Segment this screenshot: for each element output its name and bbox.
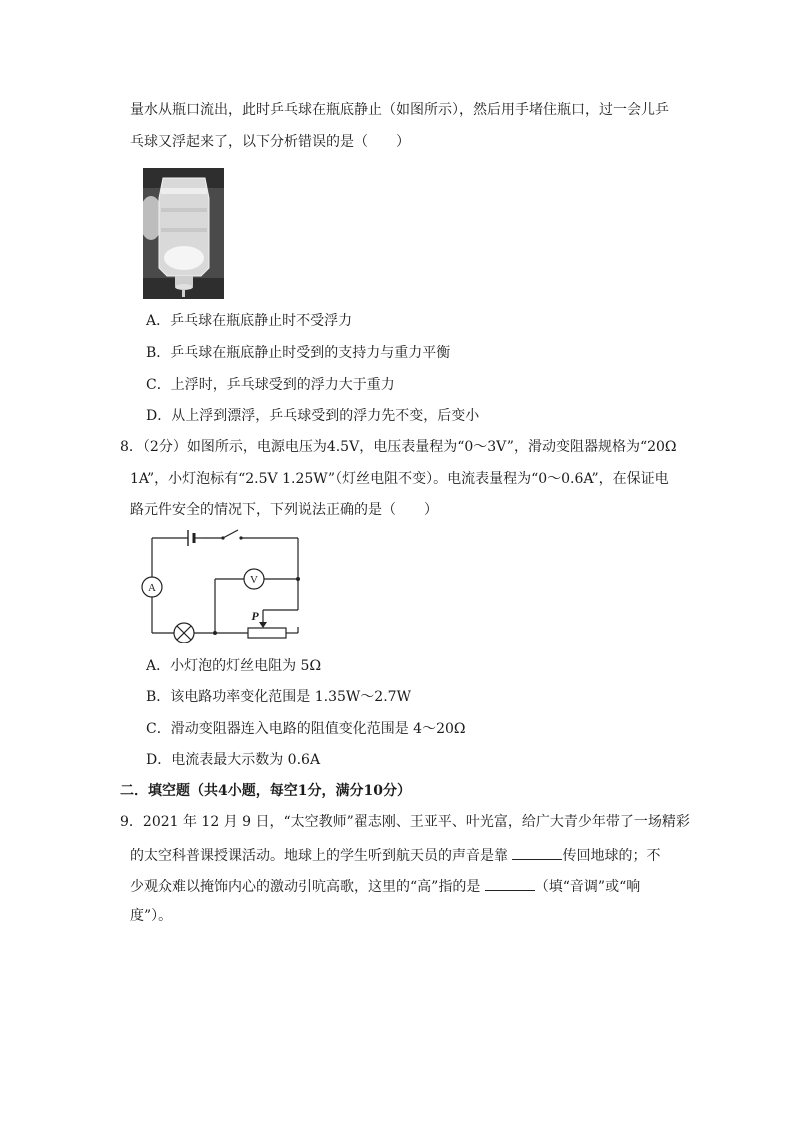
ammeter-label: A: [148, 582, 156, 594]
q9-line3-text: 少观众难以掩饰内心的激动引吭高歌，这里的“高”指的是: [130, 879, 485, 895]
rheostat-icon: [248, 609, 286, 638]
q8-option-d: D．电流表最大示数为 0.6A: [146, 752, 321, 768]
q8-option-b: B．该电路功率变化范围是 1.35W～2.7W: [146, 689, 411, 705]
answer-blank-1[interactable]: [512, 845, 562, 860]
q9-line4: 度”）。: [130, 908, 173, 924]
q8-option-c: C．滑动变阻器连入电路的阻值变化范围是 4～20Ω: [146, 721, 466, 737]
q9-line3: [130, 876, 640, 896]
q9-line2: [130, 845, 660, 865]
answer-blank-2[interactable]: [485, 876, 535, 891]
slider-label: P: [251, 609, 259, 623]
switch-icon: [221, 530, 242, 540]
voltmeter-icon: [244, 569, 264, 589]
q8-option-a: A．小灯泡的灯丝电阻为 5Ω: [146, 658, 322, 674]
section-title: 二．填空题（共4小题，每空1分，满分10分）: [120, 783, 411, 799]
q8-stem-line1: 8．（2分）如图所示，电源电压为4.5V，电压表量程为“0～3V”，滑动变阻器规格为“20Ω: [120, 439, 677, 455]
junction-dot: [213, 631, 217, 635]
circuit-diagram: [138, 527, 308, 643]
q7-option-a: A．乒乓球在瓶底静止时不受浮力: [146, 313, 353, 329]
q7-option-d: D．从上浮到漂浮，乒乓球受到的浮力先不变，后变小: [146, 408, 480, 424]
q7-stem-line2: 乓球又浮起来了，以下分析错误的是（ ）: [130, 134, 410, 150]
q7-stem-line1: 量水从瓶口流出，此时乒乓球在瓶底静止（如图所示），然后用手堵住瓶口，过一会儿乒: [130, 102, 669, 118]
lamp-icon: [174, 623, 194, 643]
ping-pong-ball: [164, 246, 204, 270]
q8-stem-line2: 1A”，小灯泡标有“2.5V 1.25W”（灯丝电阻不变）。电流表量程为“0～0.6A”，在保证电: [130, 471, 669, 487]
q8-stem-line3: 路元件安全的情况下，下列说法正确的是（ ）: [130, 502, 438, 518]
voltmeter-label: V: [250, 574, 258, 586]
q7-option-b: B．乒乓球在瓶底静止时受到的支持力与重力平衡: [146, 345, 451, 361]
battery-icon: [188, 530, 201, 546]
ammeter-icon: [142, 577, 162, 597]
q9-line2-text-end: 传回地球的；不: [562, 848, 661, 864]
q9-line2-text: 的太空科普课授课活动。地球上的学生听到航天员的声音是靠: [130, 848, 513, 864]
bottle-photo: [143, 168, 224, 299]
q7-option-c: C．上浮时，乒乓球受到的浮力大于重力: [146, 377, 395, 393]
q9-line1: 9．2021 年 12 月 9 日，“太空教师”翟志刚、王亚平、叶光富，给广大青少年带了一场精彩: [120, 814, 690, 830]
junction-dot: [296, 577, 300, 581]
q9-line3-text-end: （填“音调”或“响: [534, 879, 641, 895]
